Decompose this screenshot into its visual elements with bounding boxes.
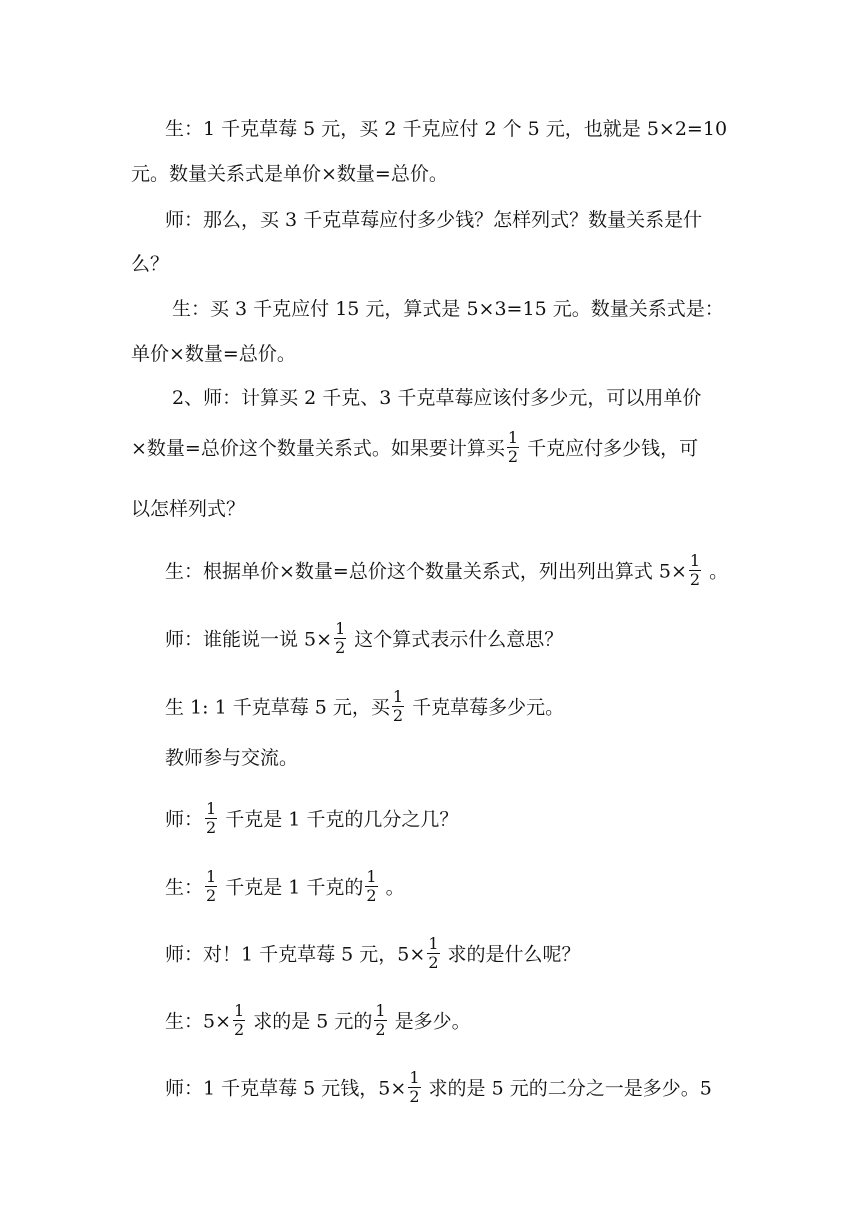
text-line [165,799,459,839]
fraction-one-half [374,1002,386,1039]
text-line [165,934,581,974]
fraction-numerator: 1 [428,934,439,953]
text-span: 生：5× [165,1010,232,1033]
fraction-one-half [427,935,439,972]
fraction-numerator: 1 [689,551,701,570]
text-span: 师： [165,808,204,831]
text-span: 师：1 千克草莓 5 元钱，5× [165,1077,407,1100]
fraction-numerator: 1 [507,428,519,447]
fraction-denominator: 2 [409,1087,420,1106]
fraction-one-half [365,868,377,905]
fraction-denominator: 2 [206,886,217,905]
text-line: 以怎样列式？ [131,498,246,520]
text-span: 千克应付多少钱，可 [521,437,699,460]
text-span: 是多少。 [388,1010,471,1033]
text-line: 元。数量关系式是单价×数量=总价。 [131,163,448,185]
fraction-one-half [408,1069,420,1106]
fraction-denominator: 2 [366,886,377,905]
text-span: 。 [703,560,729,583]
text-line [165,1068,712,1108]
fraction-one-half [507,429,519,466]
text-line [131,428,699,468]
fraction-one-half [334,620,346,657]
fraction-numerator: 1 [206,867,217,886]
text-span: 千克是 1 千克的 [219,876,364,899]
fraction-one-half [205,800,217,837]
text-line [165,687,565,727]
text-line: 单价×数量=总价。 [131,343,296,365]
text-span: 生 1: 1 千克草莓 5 元，买 [165,696,390,719]
fraction-one-half [689,552,701,589]
fraction-denominator: 2 [507,447,519,466]
text-line: 2、师：计算买 2 千克、3 千克草莓应该付多少元，可以用单价 [172,387,702,409]
text-line: 教师参与交流。 [165,747,299,769]
text-span: 生：根据单价×数量=总价这个数量关系式，列出列出算式 5× [165,560,687,583]
text-line [165,1001,471,1041]
text-span: 这个算式表示什么意思？ [348,628,564,651]
fraction-numerator: 1 [206,799,217,818]
text-line: 生：买 3 千克应付 15 元，算式是 5×3=15 元。数量关系式是： [172,298,724,320]
fraction-numerator: 1 [234,1001,245,1020]
fraction-denominator: 2 [206,818,217,837]
text-line: 师：那么，买 3 千克草莓应付多少钱？怎样列式？数量关系是什 [165,209,703,231]
text-span: 求的是什么呢？ [441,943,581,966]
fraction-denominator: 2 [689,570,701,589]
text-line [165,619,564,659]
text-span: 。 [379,876,405,899]
text-line: 么？ [131,253,170,275]
fraction-numerator: 1 [375,1001,386,1020]
fraction-numerator: 1 [409,1068,420,1087]
text-span: 千克草莓多少元。 [406,696,565,719]
fraction-one-half [233,1002,245,1039]
fraction-one-half [205,868,217,905]
fraction-numerator: 1 [392,687,404,706]
fraction-one-half [392,688,404,725]
fraction-numerator: 1 [335,619,346,638]
text-line [165,867,405,907]
text-span: 师：谁能说一说 5× [165,628,333,651]
text-span: 生： [165,876,204,899]
text-line [165,551,729,591]
fraction-denominator: 2 [234,1020,245,1039]
fraction-denominator: 2 [375,1020,386,1039]
fraction-denominator: 2 [335,638,346,657]
text-span: 求的是 5 元的 [247,1010,373,1033]
fraction-denominator: 2 [428,953,439,972]
text-span: ×数量=总价这个数量关系式。如果要计算买 [131,437,505,460]
fraction-denominator: 2 [392,706,404,725]
text-span: 求的是 5 元的二分之一是多少。5 [422,1077,712,1100]
text-line: 生：1 千克草莓 5 元，买 2 千克应付 2 个 5 元，也就是 5×2=10 [165,118,728,140]
text-span: 千克是 1 千克的几分之几？ [219,808,459,831]
text-span: 师：对！1 千克草莓 5 元，5× [165,943,426,966]
fraction-numerator: 1 [366,867,377,886]
